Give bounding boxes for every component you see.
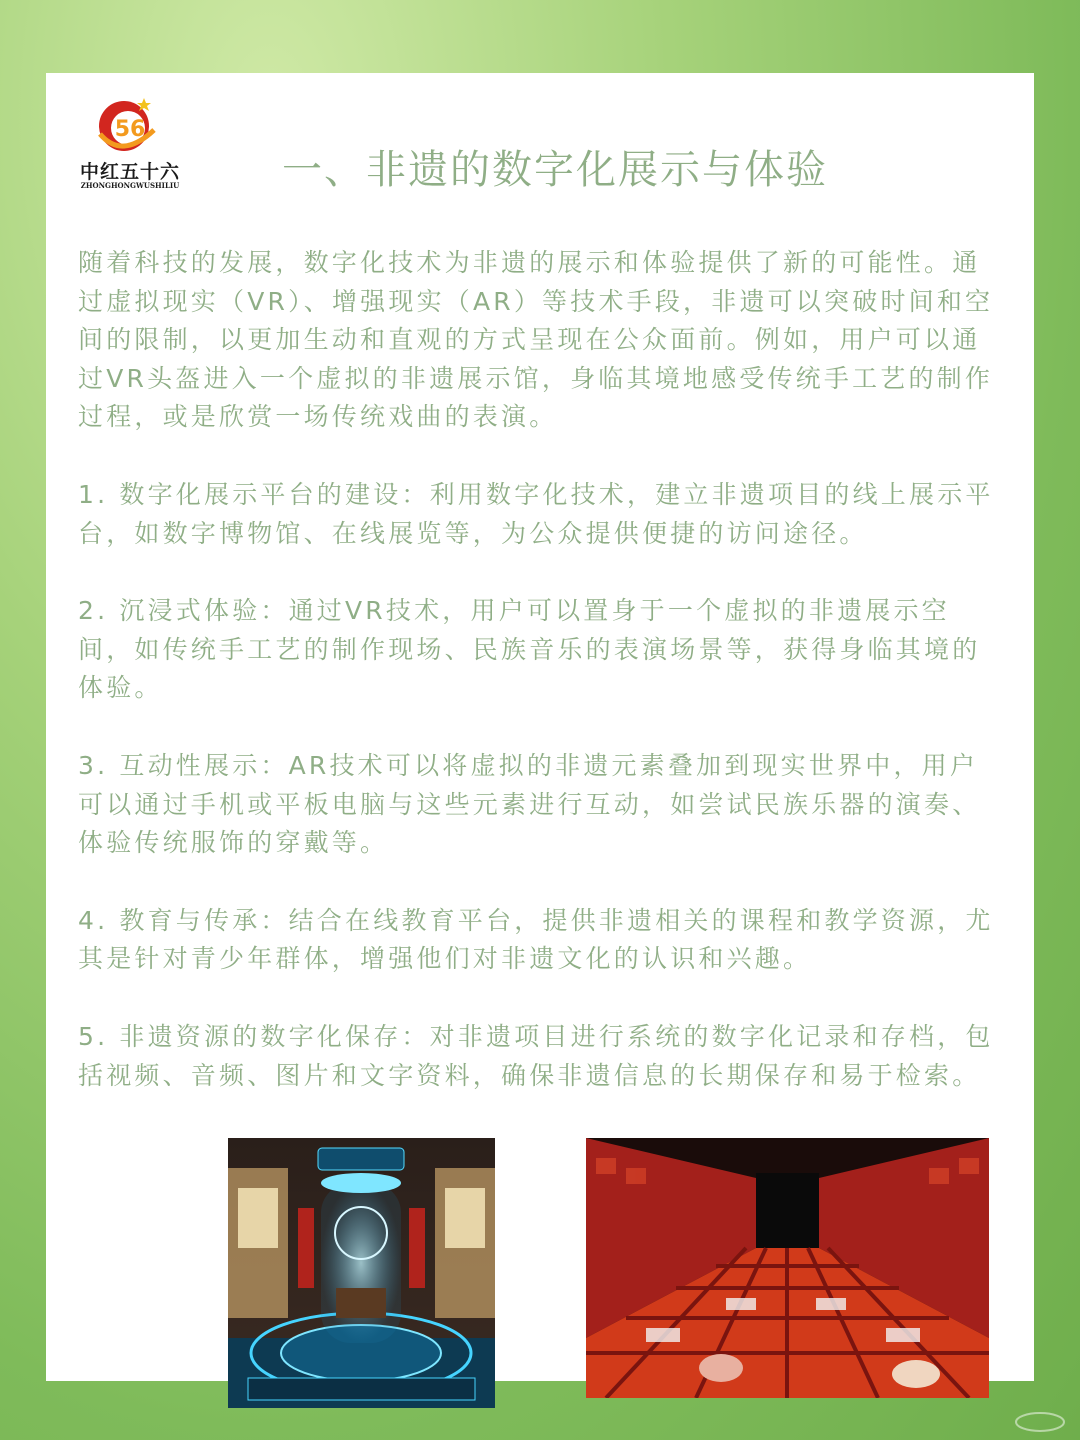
point-4: 4. 教育与传承：结合在线教育平台，提供非遗相关的课程和教学资源，尤其是针对青少年群体，增强他们对非遗文化的认识和兴趣。 [78, 905, 994, 974]
point-3: 3. 互动性展示：AR技术可以将虚拟的非遗元素叠加到现实世界中，用户可以通过手机或平板电脑与这些元素进行互动，如尝试民族乐器的演奏、体验传统服饰的穿戴等。 [78, 750, 981, 858]
point-5: 5. 非遗资源的数字化保存：对非遗项目进行系统的数字化记录和存档，包括视频、音频、图片和文字资料，确保非遗信息的长期保存和易于检索。 [78, 1021, 994, 1090]
page-title: 一、非遗的数字化展示与体验 [282, 147, 828, 193]
point-1: 1. 数字化展示平台的建设：利用数字化技术，建立非遗项目的线上展示平台，如数字博物馆、在线展览等，为公众提供便捷的访问途径。 [78, 479, 994, 548]
logo-number: 56 [114, 117, 146, 142]
point-2: 2. 沉浸式体验：通过VR技术，用户可以置身于一个虚拟的非遗展示空间，如传统手工艺的制作现场、民族音乐的表演场景等，获得身临其境的体验。 [78, 596, 981, 703]
logo-name: 中红五十六 [79, 161, 181, 183]
digital-exhibition-floor-image [586, 1138, 989, 1398]
watermark-icon [1010, 1410, 1070, 1434]
article-body [78, 244, 1006, 1134]
virtual-museum-image [228, 1138, 495, 1408]
intro-paragraph: 随着科技的发展，数字化技术为非遗的展示和体验提供了新的可能性。通过虚拟现实（VR）、增强现实（AR）等技术手段，非遗可以突破时间和空间的限制，以更加生动和直观的方式呈现在公众面前。例如，用户可以通过VR头盔进入一个虚拟的非遗展示馆，身临其境地感受传统手工艺的制作过程，或是欣赏一场传统戏曲的表演。 [78, 248, 994, 432]
logo-pinyin: ZHONGHONGWUSHILIU [80, 181, 180, 190]
